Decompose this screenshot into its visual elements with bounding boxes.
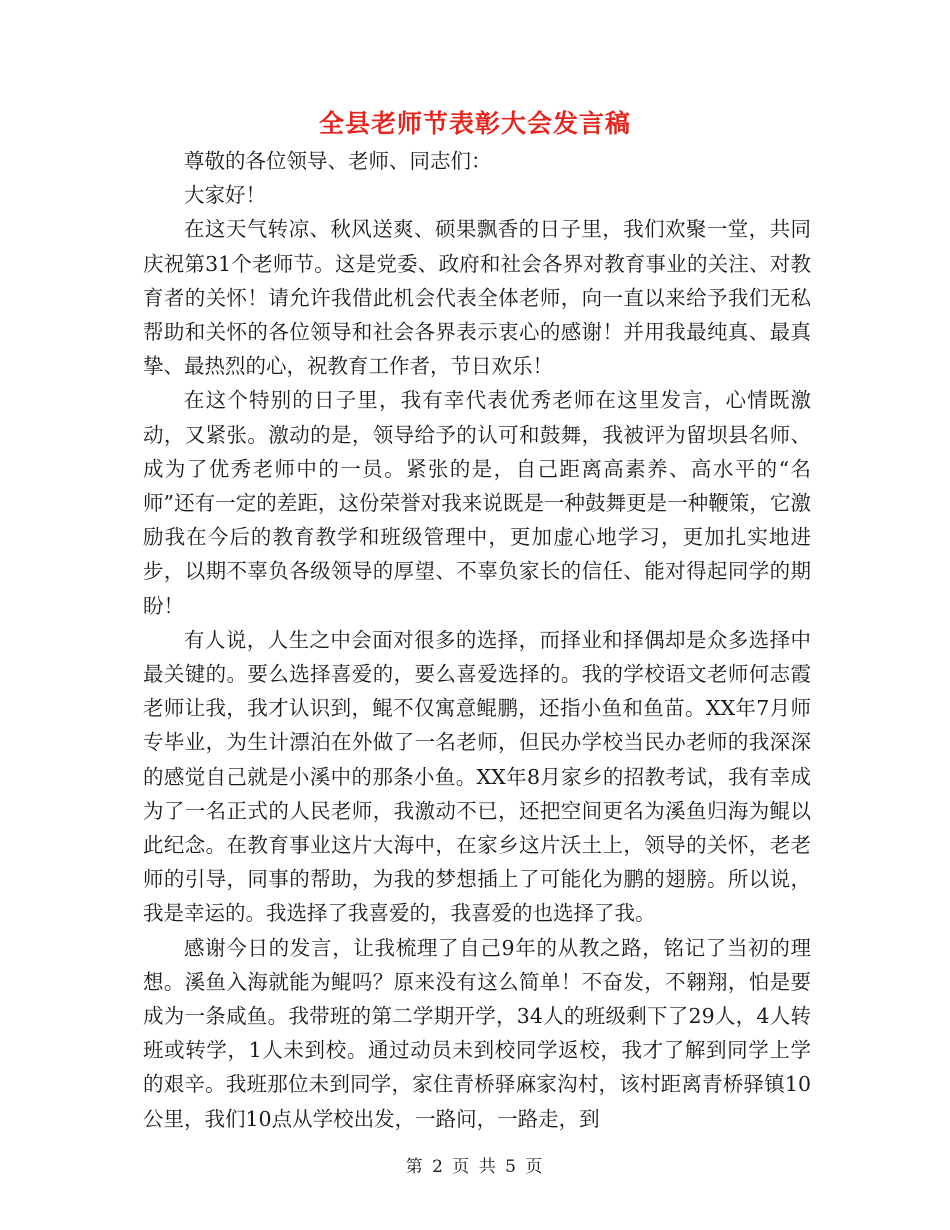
paragraph: 在这个特别的日子里，我有幸代表优秀老师在这里发言，心情既激动，又紧张。激动的是，领导给予的认可和鼓舞，我被评为留坝县名师、成为了优秀老师中的一员。紧张的是，自己距离高素养、高水平的“名师”还有一定的差距，这份荣誉对我来说既是一种鼓舞更是一种鞭策，它激励我在今后的教育教学和班级管理中，更加虚心地学习，更加扎实地进步，以期不辜负各级领导的厚望、不辜负家长的信任、能对得起同学的期盼！ [143, 388, 811, 618]
paragraph: 有人说，人生之中会面对很多的选择，而择业和择偶却是众多选择中最关键的。要么选择喜爱的，要么喜爱选择的。我的学校语文老师何志霞老师让我，我才认识到，鲲不仅寓意鲲鹏，还指小鱼和鱼苗。XX年7月师专毕业，为生计漂泊在外做了一名老师，但民办学校当民办老师的我深深的感觉自己就是小溪中的那条小鱼。XX年8月家乡的招教考试，我有幸成为了一名正式的人民老师，我激动不已，还把空间更名为溪鱼归海为鲲以此纪念。在教育事业这片大海中，在家乡这片沃土上，领导的关怀，老老师的引导，同事的帮助，为我的梦想插上了可能化为鹏的翅膀。所以说，我是幸运的。我选择了我喜爱的，我喜爱的也选择了我。 [143, 627, 811, 926]
greeting: 大家好！ [184, 183, 266, 208]
paragraph: 感谢今日的发言，让我梳理了自己9年的从教之路，铭记了当初的理想。溪鱼入海就能为鲲吗？原来没有这么简单！不奋发，不翱翔，怕是要成为一条咸鱼。我带班的第二学期开学，34人的班级剩下了29人，4人转班或转学，1人未到校。通过动员未到校同学返校，我才了解到同学上学的艰辛。我班那位未到同学，家住青桥驿麻家沟村，该村距离青桥驿镇10公里，我们10点从学校出发，一路问，一路走，到 [143, 935, 811, 1131]
page-number-footer: 第 2 页 共 5 页 [405, 1157, 545, 1177]
document-title: 全县老师节表彰大会发言稿 [318, 109, 631, 138]
document-body [143, 144, 811, 1136]
paragraph: 在这天气转凉、秋风送爽、硕果飘香的日子里，我们欢聚一堂，共同庆祝第31个老师节。这是党委、政府和社会各界对教育事业的关注、对教育者的关怀！请允许我借此机会代表全体老师，向一直以来给予我们无私帮助和关怀的各位领导和社会各界表示衷心的感谢！并用我最纯真、最真挚、最热烈的心，祝教育工作者，节日欢乐！ [143, 217, 811, 379]
salutation: 尊敬的各位领导、老师、同志们： [184, 149, 492, 173]
